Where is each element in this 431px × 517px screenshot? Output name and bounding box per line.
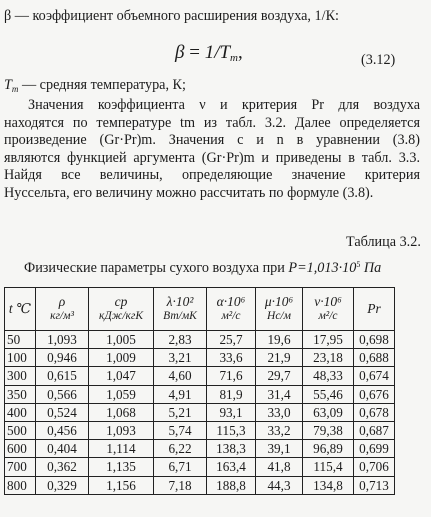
paragraph-line: Нуссельта, его величину можно рассчитать по формуле (3.8).	[4, 184, 374, 201]
table-cell: 0,699	[354, 440, 395, 458]
table-cell: 5,21	[154, 403, 207, 421]
table-cell: 4,60	[154, 367, 207, 385]
table-cell: 23,18	[303, 349, 354, 367]
table-cell: 1,005	[89, 331, 154, 349]
table-cell: 50	[5, 331, 36, 349]
table-cell: 21,9	[256, 349, 303, 367]
table-cell: 134,8	[303, 476, 354, 494]
table-cell: 19,6	[256, 331, 303, 349]
table-cell: 4,91	[154, 385, 207, 403]
table-cell: 500	[5, 421, 36, 439]
table-header-row	[5, 288, 395, 331]
table-cell: 300	[5, 367, 36, 385]
paragraph-line: Найдя все величины, определяющие значение критерия	[4, 167, 420, 184]
table-cell: 41,8	[256, 458, 303, 476]
table-cell: 39,1	[256, 440, 303, 458]
table-cell: 31,4	[256, 385, 303, 403]
col-header: λ·10² Вт/мК	[154, 288, 207, 331]
col-header: α·10⁶ м²/с	[207, 288, 256, 331]
col-header: t ℃	[5, 288, 36, 331]
table-cell: 0,615	[36, 367, 89, 385]
table-cell: 55,46	[303, 385, 354, 403]
table-cell: 1,114	[89, 440, 154, 458]
formula-rhs-sub: m	[230, 52, 238, 64]
table-cell: 0,566	[36, 385, 89, 403]
table-row	[5, 440, 395, 458]
beta-definition: β — коэффициент объемного расширения воздуха, 1/К:	[4, 8, 339, 24]
table-cell: 0,688	[354, 349, 395, 367]
table-cell: 163,4	[207, 458, 256, 476]
table-cell: 1,156	[89, 476, 154, 494]
table-caption: Физические параметры сухого воздуха при $P=1,013\cdot 10^5$ Па	[24, 260, 382, 276]
table-cell: 5,74	[154, 421, 207, 439]
table-cell: 17,95	[303, 331, 354, 349]
table-cell: 29,7	[256, 367, 303, 385]
table-cell: 1,009	[89, 349, 154, 367]
col-header: ρ кг/м³	[36, 288, 89, 331]
table-row	[5, 349, 395, 367]
table-cell: 0,674	[354, 367, 395, 385]
formula-trail: ,	[238, 42, 243, 63]
table-cell: 0,946	[36, 349, 89, 367]
table-cell: 800	[5, 476, 36, 494]
table-cell: 0,404	[36, 440, 89, 458]
col-header: μ·10⁶ Нс/м	[256, 288, 303, 331]
table-cell: 3,21	[154, 349, 207, 367]
table-cell: 44,3	[256, 476, 303, 494]
table-cell: 0,678	[354, 403, 395, 421]
table-cell: 96,89	[303, 440, 354, 458]
table-cell: 6,22	[154, 440, 207, 458]
table-cell: 115,4	[303, 458, 354, 476]
table-row	[5, 421, 395, 439]
table-cell: 25,7	[207, 331, 256, 349]
table-cell: 48,33	[303, 367, 354, 385]
table-cell: 33,0	[256, 403, 303, 421]
formula-lhs: β	[175, 42, 185, 63]
formula-rhs: 1/T	[204, 42, 231, 63]
table-cell: 100	[5, 349, 36, 367]
table-cell: 1,047	[89, 367, 154, 385]
table-cell: 0,329	[36, 476, 89, 494]
table-row	[5, 367, 395, 385]
paragraph-line: Значения коэффициента ν и критерия Pr для воздуха	[28, 97, 420, 113]
table-cell: 1,135	[89, 458, 154, 476]
table-cell: 0,524	[36, 403, 89, 421]
table-cell: 0,706	[354, 458, 395, 476]
table-row	[5, 403, 395, 421]
table-cell: 1,059	[89, 385, 154, 403]
col-header: Pr	[354, 288, 395, 331]
table-cell: 0,713	[354, 476, 395, 494]
col-header: ν·10⁶ м²/с	[303, 288, 354, 331]
table-cell: 0,698	[354, 331, 395, 349]
table-row	[5, 331, 395, 349]
table-row	[5, 458, 395, 476]
table-row	[5, 476, 395, 494]
table-cell: 93,1	[207, 403, 256, 421]
table-cell: 33,2	[256, 421, 303, 439]
paragraph-line: находятся по температуре tm из табл. 3.2. Далее определяется	[4, 114, 420, 131]
table-cell: 79,38	[303, 421, 354, 439]
air-properties-table	[4, 287, 395, 495]
formula-number: (3.12)	[361, 52, 396, 68]
table-cell: 138,3	[207, 440, 256, 458]
table-cell: 81,9	[207, 385, 256, 403]
table-cell: 63,09	[303, 403, 354, 421]
table-cell: 188,8	[207, 476, 256, 494]
table-cell: 6,71	[154, 458, 207, 476]
paragraph-line: являются функцией аргумента (Gr·Pr)m и приведены в табл. 3.3.	[4, 149, 420, 166]
table-cell: 33,6	[207, 349, 256, 367]
table-cell: 700	[5, 458, 36, 476]
tm-definition: $T_m$ — средняя температура, К;	[4, 77, 186, 94]
table-cell: 0,456	[36, 421, 89, 439]
table-cell: 400	[5, 403, 36, 421]
table-cell: 0,362	[36, 458, 89, 476]
table-row	[5, 385, 395, 403]
formula-3-12: $\beta = 1/T_m$,	[175, 42, 243, 64]
table-cell: 71,6	[207, 367, 256, 385]
table-cell: 1,068	[89, 403, 154, 421]
table-label: Таблица 3.2.	[346, 234, 421, 250]
col-header: cp кДж/кгК	[89, 288, 154, 331]
table-cell: 0,687	[354, 421, 395, 439]
table-cell: 7,18	[154, 476, 207, 494]
table-cell: 2,83	[154, 331, 207, 349]
body-paragraph	[4, 97, 420, 203]
table-cell: 0,676	[354, 385, 395, 403]
table-cell: 115,3	[207, 421, 256, 439]
paragraph-line: произведение (Gr·Pr)m. Значения c и n в уравнении (3.8)	[4, 132, 420, 149]
table-cell: 600	[5, 440, 36, 458]
table-cell: 1,093	[89, 421, 154, 439]
table-cell: 1,093	[36, 331, 89, 349]
table-cell: 350	[5, 385, 36, 403]
